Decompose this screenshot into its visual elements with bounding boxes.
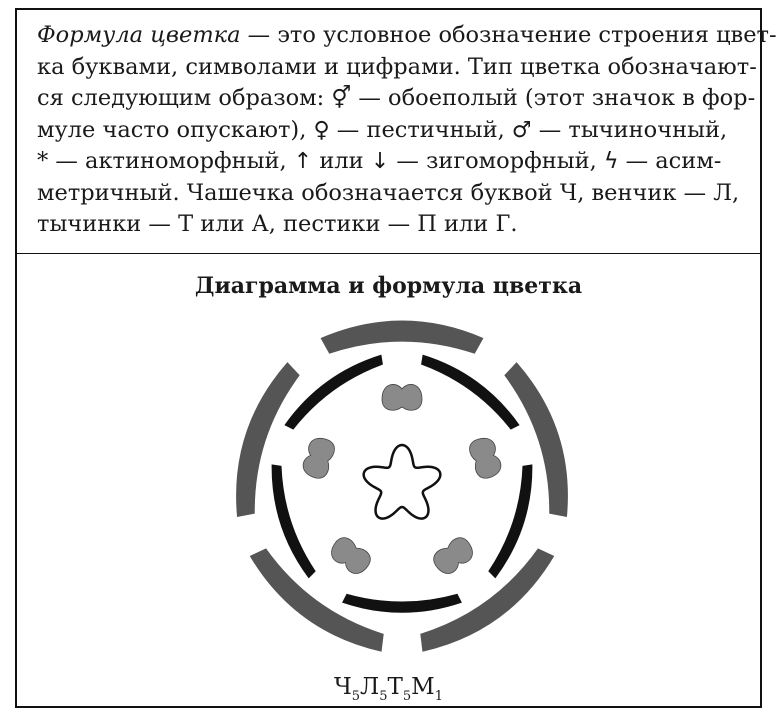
text-fragment: — асим- bbox=[618, 148, 722, 174]
diagram-title: Диаграмма и формула цветка bbox=[194, 273, 583, 299]
stamen-3 bbox=[430, 534, 478, 578]
text-line-4 bbox=[37, 115, 753, 147]
text-fragment: — тычиночный, bbox=[531, 116, 728, 143]
term-flower-formula: Формула цветка bbox=[37, 22, 241, 48]
section-divider bbox=[17, 253, 760, 254]
arrow-up-icon: ↑ bbox=[293, 149, 313, 174]
text-fragment: или bbox=[312, 148, 371, 174]
petal-2 bbox=[488, 464, 532, 578]
flower-formula bbox=[17, 674, 760, 704]
formula-letter: Л bbox=[360, 674, 380, 700]
sepal-2 bbox=[504, 362, 568, 517]
text-fragment: муле часто опускают), bbox=[37, 116, 314, 143]
text-line-2 bbox=[37, 52, 757, 84]
formula-letter: Ч bbox=[333, 674, 352, 700]
pistil bbox=[364, 445, 441, 519]
definition-text bbox=[37, 20, 777, 241]
formula-letter: М bbox=[411, 674, 435, 700]
text-fragment: — зигоморфный, bbox=[389, 148, 604, 174]
arrow-down-icon: ↓ bbox=[370, 149, 390, 174]
text-line-1 bbox=[37, 20, 777, 52]
text-line-7 bbox=[37, 209, 753, 241]
text-fragment: ка буквами, символами и цифрами. Тип цветка обозначают- bbox=[37, 53, 757, 80]
content-frame bbox=[15, 8, 777, 708]
text-fragment: метричный. Чашечка обозначается буквой Ч, венчик — Л, bbox=[37, 179, 740, 206]
petal-5 bbox=[284, 355, 383, 430]
text-line-5 bbox=[37, 146, 753, 178]
female-symbol-icon: ♀ bbox=[313, 117, 330, 143]
sepal-1 bbox=[321, 321, 484, 354]
petal-4 bbox=[272, 464, 316, 578]
text-fragment: ся следующим образом: bbox=[37, 85, 332, 111]
text-fragment: — это условное обозначение строения цвет- bbox=[240, 22, 777, 48]
male-symbol-icon: ♂ bbox=[511, 117, 532, 143]
text-fragment: тычинки — Т или А, пестики — П или Г. bbox=[37, 211, 518, 237]
stamen-1 bbox=[382, 384, 422, 410]
asymmetric-symbol-icon: ϟ bbox=[603, 149, 619, 174]
stamen-2 bbox=[467, 435, 504, 481]
stamen-4 bbox=[327, 534, 375, 578]
sepal-5 bbox=[236, 362, 300, 517]
formula-count: 1 bbox=[434, 689, 443, 704]
text-fragment: — обоеполый (этот значок в фор- bbox=[351, 85, 756, 111]
text-line-3 bbox=[37, 83, 756, 115]
text-fragment: — пестичный, bbox=[329, 116, 512, 143]
bisexual-symbol-icon: ⚥ bbox=[331, 86, 352, 111]
petal-3 bbox=[342, 594, 462, 613]
stamen-5 bbox=[300, 435, 337, 481]
formula-count: 5 bbox=[351, 689, 361, 704]
formula-count: 5 bbox=[379, 689, 388, 704]
formula-count: 5 bbox=[402, 689, 412, 704]
text-line-6 bbox=[37, 178, 753, 210]
text-fragment: * — актиноморфный, bbox=[37, 148, 294, 174]
formula-letter: Т bbox=[387, 674, 403, 700]
flower-diagram bbox=[212, 310, 592, 660]
petal-1 bbox=[421, 355, 520, 430]
